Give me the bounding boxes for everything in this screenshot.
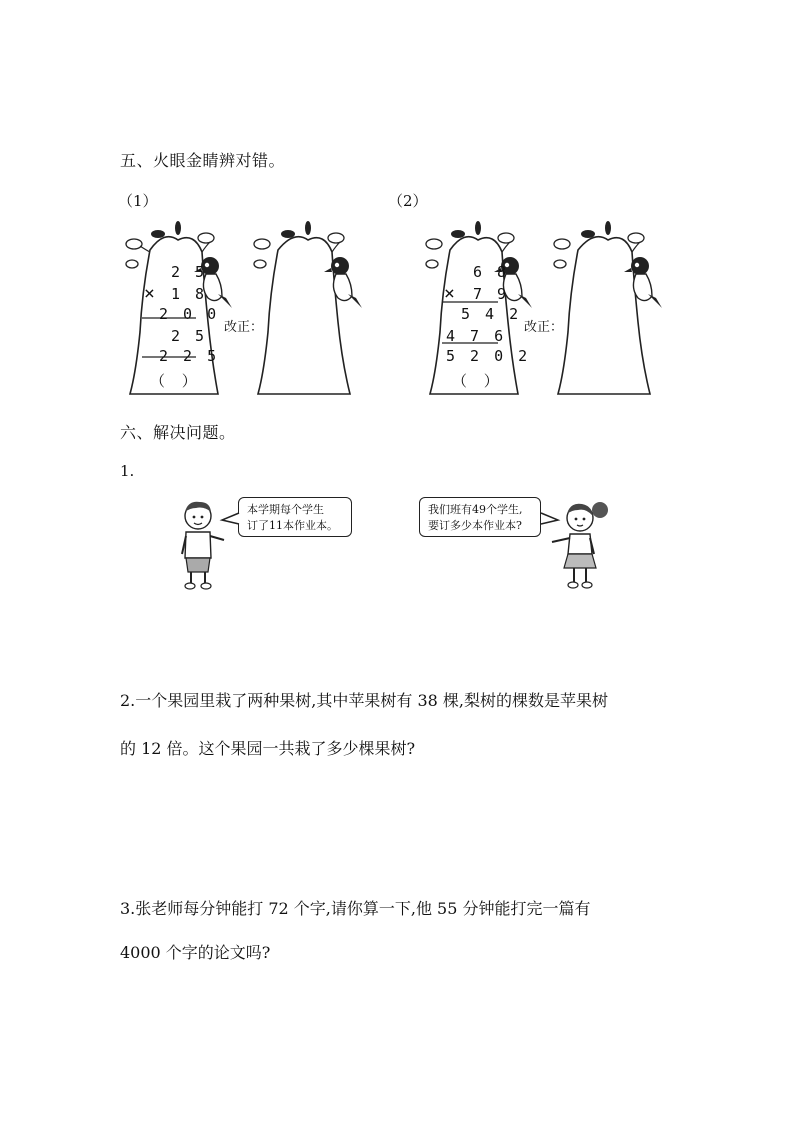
- section-6-title: 六、解决问题。: [120, 423, 236, 442]
- tree-4-illustration: [550, 222, 662, 402]
- section-5-title: 五、火眼金睛辨对错。: [120, 151, 286, 170]
- p2-times-sign: ×: [444, 283, 458, 304]
- problem-1-label: （1）: [118, 192, 158, 210]
- p1-times-sign: ×: [144, 283, 158, 304]
- girl-speech-bubble: [419, 497, 541, 537]
- p2-result: 5 2 0 2: [446, 347, 531, 365]
- p1-judgement-blank[interactable]: （ ）: [150, 372, 203, 390]
- girl-bubble-line-2: 要订多少本作业本?: [428, 519, 522, 532]
- boy-bubble-line-1: 本学期每个学生: [247, 503, 324, 516]
- p2-correction-label: 改正：: [524, 320, 564, 335]
- p1-multiplier: 1 8: [171, 285, 208, 303]
- p2-multiplicand: 6 8: [473, 263, 510, 281]
- tree-2-illustration: [250, 222, 362, 402]
- question-2-line-1: 2.一个果园里栽了两种果树,其中苹果树有 38 棵,梨树的棵数是苹果树: [120, 691, 608, 710]
- p1-partial-product-1: 2 0 0: [159, 305, 220, 323]
- girl-illustration: [548, 498, 614, 590]
- question-2-line-2: 的 12 倍。这个果园一共栽了多少棵果树?: [120, 739, 416, 758]
- boy-bubble-tail: [222, 512, 240, 526]
- question-3-line-2: 4000 个字的论文吗?: [120, 943, 271, 962]
- girl-bubble-line-1: 我们班有49个学生,: [428, 503, 523, 516]
- p2-partial-product-2: 4 7 6: [446, 327, 507, 345]
- p2-multiplier: 7 9: [473, 285, 510, 303]
- question-1-number: 1.: [120, 462, 135, 480]
- boy-illustration: [178, 498, 228, 590]
- woodpecker-2-icon: [326, 254, 366, 310]
- p1-partial-product-2: 2 5: [171, 327, 208, 345]
- problem-2-label: （2）: [388, 192, 428, 210]
- p2-partial-product-1: 5 4 2: [461, 305, 522, 323]
- boy-bubble-line-2: 订了11本作业本。: [247, 519, 338, 532]
- p1-result: 2 2 5: [159, 347, 220, 365]
- question-3-line-1: 3.张老师每分钟能打 72 个字,请你算一下,他 55 分钟能打完一篇有: [120, 899, 591, 918]
- boy-speech-bubble: [238, 497, 352, 537]
- p1-correction-label: 改正：: [224, 320, 264, 335]
- woodpecker-4-icon: [626, 254, 666, 310]
- p2-judgement-blank[interactable]: （ ）: [452, 372, 505, 390]
- p1-multiplicand: 2 5: [171, 263, 208, 281]
